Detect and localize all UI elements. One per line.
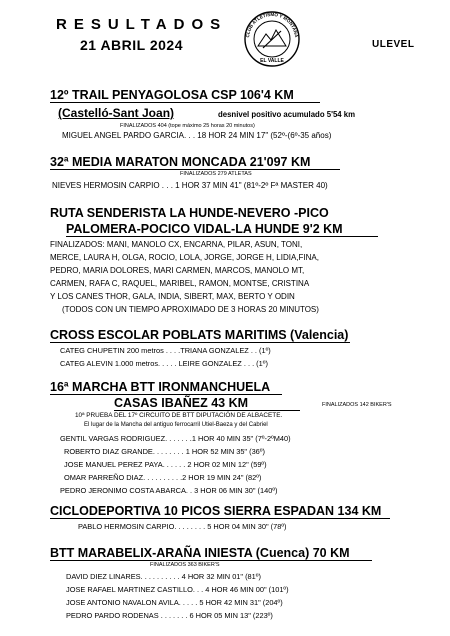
race5-title-line2: CASAS IBAÑEZ 43 KM [114, 396, 249, 410]
race5-note1: 10ª PRUEBA DEL 17º CIRCUITO DE BTT DIPUTACIÓN DE ALBACETE. [75, 412, 283, 419]
race3-title-line2: PALOMERA-POCICO VIDAL-LA HUNDE 9'2 KM [66, 222, 343, 236]
race4-result: CATEG ALEVIN 1.000 metros. . . . . LEIRE GONZALEZ . . . (1º) [60, 359, 268, 368]
race7-result: JOSE RAFAEL MARTINEZ CASTILLO. . . 4 HOR 46 MIN 00" (101º) [66, 585, 289, 594]
race1-title: 12º TRAIL PENYAGOLOSA CSP 106'4 KM [50, 88, 294, 102]
brand-logo: ULEVEL [372, 39, 415, 50]
race7-result: DAVID DIEZ LINARES. . . . . . . . . . 4 HOR 32 MIN 01" (81º) [66, 572, 261, 581]
race3-line: Y LOS CANES THOR, GALA, INDIA, SIBERT, MAX, BERTO Y ODIN [50, 292, 295, 301]
race2-title: 32ª MEDIA MARATON MONCADA 21'097 KM [50, 155, 311, 169]
race7-result: JOSE ANTONIO NAVALON AVILA. . . . . 5 HOR 42 MIN 31" (204º) [66, 598, 283, 607]
club-logo [243, 10, 301, 68]
race5-result: ROBERTO DIAZ GRANDE. . . . . . . . 1 HOR 52 MIN 35" (36º) [64, 447, 265, 456]
race1-result: MIGUEL ANGEL PARDO GARCIA. . . 18 HOR 24 MIN 17" (52º-(6º-35 años) [62, 131, 332, 140]
race5-result: PEDRO JERONIMO COSTA ABARCA. . 3 HOR 06 MIN 30" (140º) [60, 486, 278, 495]
race1-route: (Castelló-Sant Joan) [58, 106, 175, 120]
race3-line: CARMEN, RAFA C, RAQUEL, MARIBEL, RAMON, MONTSE, CRISTINA [50, 279, 310, 288]
race3-line: (TODOS CON UN TIEMPO APROXIMADO DE 3 HORAS 20 MINUTOS) [62, 305, 319, 314]
race6-title: CICLODEPORTIVA 10 PICOS SIERRA ESPADAN 134 KM [50, 504, 382, 518]
race2-finishers: FINALIZADOS 279 ATLETAS [180, 171, 252, 177]
race7-result: PEDRO PARDO RODENAS . . . . . . . 6 HOR 05 MIN 13" (223º) [66, 611, 273, 620]
race2-result: NIEVES HERMOSIN CARPIO . . . 1 HOR 37 MIN 41" (81º-2º Fª MASTER 40) [52, 181, 328, 190]
race4-title: CROSS ESCOLAR POBLATS MARITIMS (Valencia) [50, 328, 349, 342]
race3-line: MERCE, LAURA H, OLGA, ROCIO, LOLA, JORGE, JORGE H, LIDIA,FINA, [50, 253, 319, 262]
race3-line: PEDRO, MARIA DOLORES, MARI CARMEN, MARCOS, MANOLO MT, [50, 266, 305, 275]
race7-title: BTT MARABELIX-ARAÑA INIESTA (Cuenca) 70 KM [50, 546, 350, 560]
race5-result: OMAR PARREÑO DIAZ. . . . . . . . . .2 HOR 19 MIN 24" (82º) [64, 473, 262, 482]
race3-title-line1: RUTA SENDERISTA LA HUNDE-NEVERO -PICO [50, 206, 329, 220]
race4-result: CATEG CHUPETIN 200 metros . . . .TRIANA GONZALEZ . . (1º) [60, 346, 271, 355]
page-title: RESULTADOS [56, 16, 228, 33]
race5-result: GENTIL VARGAS RODRIGUEZ. . . . . . .1 HOR 40 MIN 35" (7º-2ºM40) [60, 434, 291, 443]
page-date: 21 ABRIL 2024 [80, 37, 183, 53]
race1-elevation: desnivel positivo acumulado 5'54 km [218, 110, 356, 119]
svg-text:CLUB ATLETISMO Y MONTAÑA [245, 12, 300, 38]
race5-title-line1: 16ª MARCHA BTT IRONMANCHUELA [50, 380, 271, 394]
race3-line: FINALIZADOS: MANI, MANOLO CX, ENCARNA, PILAR, ASUN, TONI, [50, 240, 303, 249]
race5-result: JOSE MANUEL PEREZ PAYA. . . . . . 2 HOR 02 MIN 12" (59º) [64, 460, 267, 469]
race5-note2: El lugar de la Mancha del antiguo ferrocarril Utiel-Baeza y del Cabriel [84, 422, 268, 428]
race1-finishers: FINALIZADOS 404 (tope máximo 25 horas 20 minutos) [120, 123, 255, 129]
logo-bottom-text: EL VALLE [260, 58, 284, 64]
race6-result: PABLO HERMOSIN CARPIO. . . . . . . . 5 HOR 04 MIN 30" (78º) [78, 522, 287, 531]
logo-ring-text: CLUB ATLETISMO Y MONTAÑA [245, 11, 299, 38]
race7-finishers: FINALIZADOS 363 BIKER'S [150, 562, 220, 568]
race5-finishers: FINALIZADOS 142 BIKER'S [322, 402, 392, 408]
